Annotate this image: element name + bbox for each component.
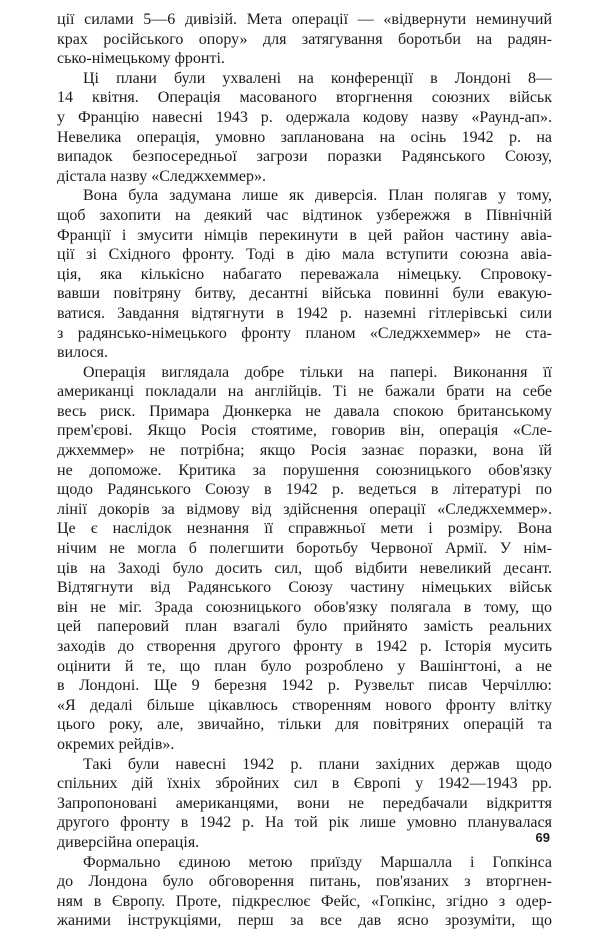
text-line: нічим не могла б полегшити боротьбу Червоної Армії. У нім-: [57, 540, 552, 558]
text-line: Це є наслідок незнання її справжньої мети і розміру. Вона: [57, 520, 552, 538]
text-line: Операція виглядала добре тільки на папері. Виконання її: [83, 363, 552, 381]
text-line: другого фронту в 1942 р. На той рік лише умовно планувалася: [57, 814, 552, 832]
text-line: ція, яка кількісно набагато переважала німецьку. Спровоку-: [57, 265, 552, 283]
text-line: не допоможе. Критика за порушення союзницького обов'язку: [57, 461, 552, 479]
text-line: ції зі Східного фронту. Тоді в дію мала вступити союзна авіа-: [57, 246, 552, 264]
text-line: Формально єдиною метою приїзду Маршалла і Гопкінса: [83, 853, 552, 871]
paragraph: [57, 363, 552, 755]
text-line: Відтягнути від Радянського Союзу частину німецьких військ: [57, 579, 552, 597]
text-line: Невелика операція, умовно запланована на осінь 1942 р. на: [57, 128, 552, 146]
text-line: вавши повітряну битву, десантні війська повинні були евакую-: [57, 285, 552, 303]
text-line: заходів до створення другого фронту в 1942 р. Історія мусить: [57, 638, 552, 655]
text-line: джхеммер» не потрібна; якщо Росія зазнає поразки, вона їй: [57, 442, 552, 460]
page-number: 69: [535, 830, 550, 845]
text-line: він не міг. Зрада союзницького обов'язку полягала в тому, що: [57, 598, 552, 616]
text-line: цього року, але, звичайно, тільки для повітряних операцій та: [57, 716, 552, 734]
text-line: Вона була задумана лише як диверсія. План полягав у тому,: [83, 187, 552, 205]
text-line: цей паперовий план взагалі було прийнято замість реальних: [57, 618, 552, 636]
paragraph: [57, 755, 552, 853]
text-line: американці покладали на англійців. Ті не бажали брати на себе: [57, 383, 552, 401]
page-body: [57, 10, 552, 931]
text-line: Ці плани були ухвалені на конференції в Лондоні 8—: [83, 69, 552, 87]
text-line: Такі були навесні 1942 р. плани західних держав щодо: [83, 755, 552, 773]
text-line: крах російського опору» для затягування боротьби на радян-: [57, 30, 552, 48]
text-line: диверсійна операція.: [57, 833, 200, 851]
text-line: ції силами 5—6 дивізій. Мета операції — «відвернути неминучий: [57, 11, 552, 28]
text-line: в Лондоні. Ще 9 березня 1942 р. Рузвельт писав Черчіллю:: [57, 677, 552, 695]
text-line: дістала назву «Следжхеммер».: [57, 167, 266, 185]
text-line: прем'єрові. Якщо Росія стоятиме, говорив він, операція «Сле-: [57, 422, 552, 440]
paragraph: [57, 186, 552, 362]
text-line: Франції і змусити німців перекинути в цей район частину авіа-: [57, 226, 552, 244]
text-line: випадок безпосередньої загрози поразки Радянського Союзу,: [57, 148, 552, 166]
text-line: щоб захопити на деякий час відтинок узбережжя в Північній: [57, 206, 552, 224]
text-line: «Я дедалі більше цікавлюсь створенням нового фронту влітку: [57, 696, 552, 714]
paragraph: [57, 853, 552, 931]
text-line: 14 квітня. Операція масованого вторгнення союзних військ: [57, 89, 552, 107]
paragraph: [57, 69, 552, 187]
text-line: з радянсько-німецького фронту планом «Следжхеммер» не ста-: [57, 324, 552, 342]
text-line: сько-німецькому фронті.: [57, 50, 225, 68]
text-line: оцінити й те, що план було розроблено у Вашінгтоні, а не: [57, 657, 552, 675]
text-line: Запропоновані американцями, вони не передбачали відкриття: [57, 794, 552, 812]
text-line: ватися. Завдання відтягнути в 1942 р. наземні гітлерівські сили: [57, 304, 552, 322]
text-line: у Францію навесні 1943 р. одержала кодову назву «Раунд-ап».: [57, 108, 552, 126]
text-line: весь риск. Примара Дюнкерка не давала спокою британському: [57, 402, 552, 420]
text-line: ням в Європу. Проте, підкреслює Фейс, «Гопкінс, згідно з одер-: [57, 892, 552, 910]
text-line: вилося.: [57, 344, 108, 362]
text-line: щодо Радянського Союзу в 1942 р. ведеться в літературі по: [57, 481, 552, 499]
text-body: [57, 10, 552, 931]
text-line: ців на Заході було досить сил, щоб відбити невеликий десант.: [57, 559, 552, 577]
paragraph: [57, 10, 552, 69]
text-line: лінії докорів за відмову від здійснення операції «Следжхеммер».: [57, 500, 552, 518]
text-line: спільних дій їхніх збройних сил в Європі у 1942—1943 рр.: [57, 775, 552, 793]
text-line: окремих рейдів».: [57, 735, 175, 753]
text-line: жаними інструкціями, перш за все дав ясно зрозуміти, що: [57, 912, 552, 930]
text-line: до Лондона було обговорення питань, пов'язаних з вторгнен-: [57, 873, 552, 891]
